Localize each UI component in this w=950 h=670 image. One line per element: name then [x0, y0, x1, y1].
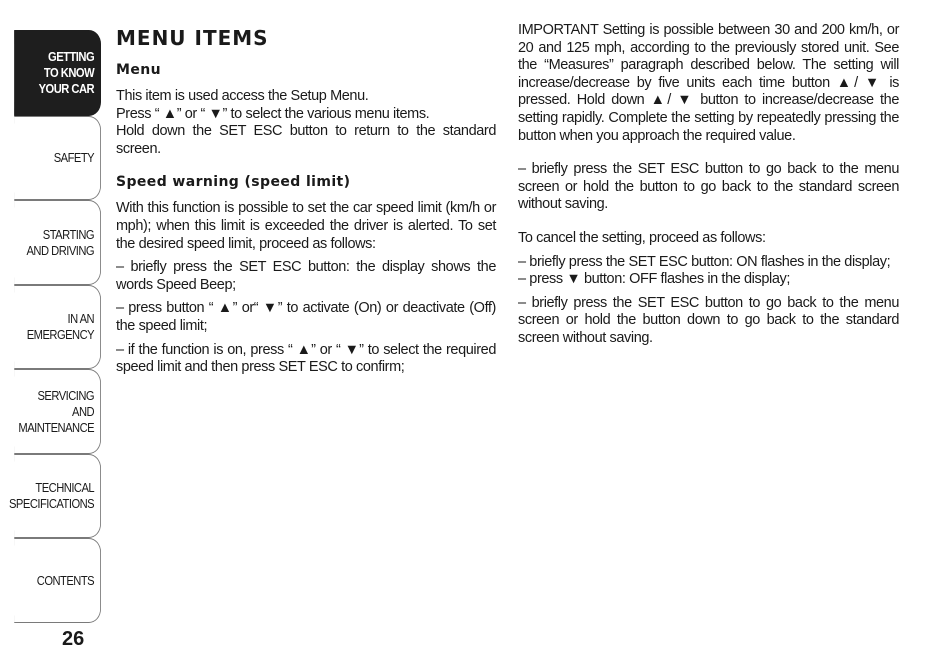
- tab-contents[interactable]: CONTENTS: [14, 538, 101, 623]
- speed-paragraph-3: – press button “ ▲” or“ ▼” to activate (On) or deactivate (Off) the speed limit;: [116, 300, 496, 334]
- menu-paragraph-1: This item is used access the Setup Menu.: [116, 88, 369, 104]
- tab-in-an-emergency[interactable]: IN AN EMERGENCY: [14, 285, 101, 369]
- menu-paragraph-3: Hold down the SET ESC button to return to the standard screen.: [116, 123, 496, 157]
- cancel-step-1: – briefly press the SET ESC button: ON flashes in the display;: [518, 253, 891, 270]
- tab-technical-specifications[interactable]: TECHNICAL SPECIFICATIONS: [14, 454, 101, 538]
- section-title: MENU ITEMS: [116, 26, 269, 50]
- cancel-step-2: – press ▼ button: OFF flashes in the display;: [518, 271, 790, 288]
- speed-warning-heading: Speed warning (speed limit): [116, 174, 351, 191]
- right-paragraph-2: – briefly press the SET ESC button to go back to the menu screen or hold the button to go back to the standard screen without saving.: [518, 161, 899, 213]
- speed-paragraph-1: With this function is possible to set the car speed limit (km/h or mph); when this limit is exceeded the driver is alerted. To set the desired speed limit, proceed as follows:: [116, 200, 496, 252]
- tab-starting-and-driving[interactable]: STARTING AND DRIVING: [14, 200, 101, 285]
- cancel-intro: To cancel the setting, proceed as follows:: [518, 229, 766, 246]
- page-number: 26: [62, 628, 85, 650]
- important-note: IMPORTANT Setting is possible between 30 and 200 km/h, or 20 and 125 mph, according to the previously stored unit. See the “Measures” paragraph described below. The setting will increase/decrease by five units each time button ▲/ ▼ is pressed. Hold down ▲/ ▼ button to increase/decrease the setting rapidly. Complete the setting by repeatedly pressing the button when you approach the required value.: [518, 22, 899, 144]
- speed-paragraph-2: – briefly press the SET ESC button: the display shows the words Speed Beep;: [116, 259, 496, 293]
- left-column: [116, 22, 496, 383]
- speed-paragraph-4: – if the function is on, press “ ▲” or “ ▼” to select the required speed limit and then press SET ESC to confirm;: [116, 341, 496, 376]
- tab-safety[interactable]: SAFETY: [14, 116, 101, 200]
- right-column: [518, 22, 899, 354]
- tab-servicing-and-maintenance[interactable]: SERVICING AND MAINTENANCE: [14, 369, 101, 454]
- tab-getting-to-know-your-car[interactable]: GETTING TO KNOW YOUR CAR: [14, 30, 101, 116]
- menu-paragraph-2: Press “ ▲” or “ ▼” to select the various menu items.: [116, 105, 430, 122]
- menu-heading: Menu: [116, 62, 161, 78]
- cancel-step-3: – briefly press the SET ESC button to go back to the menu screen or hold the button down to go back to the standard screen without saving.: [518, 294, 899, 346]
